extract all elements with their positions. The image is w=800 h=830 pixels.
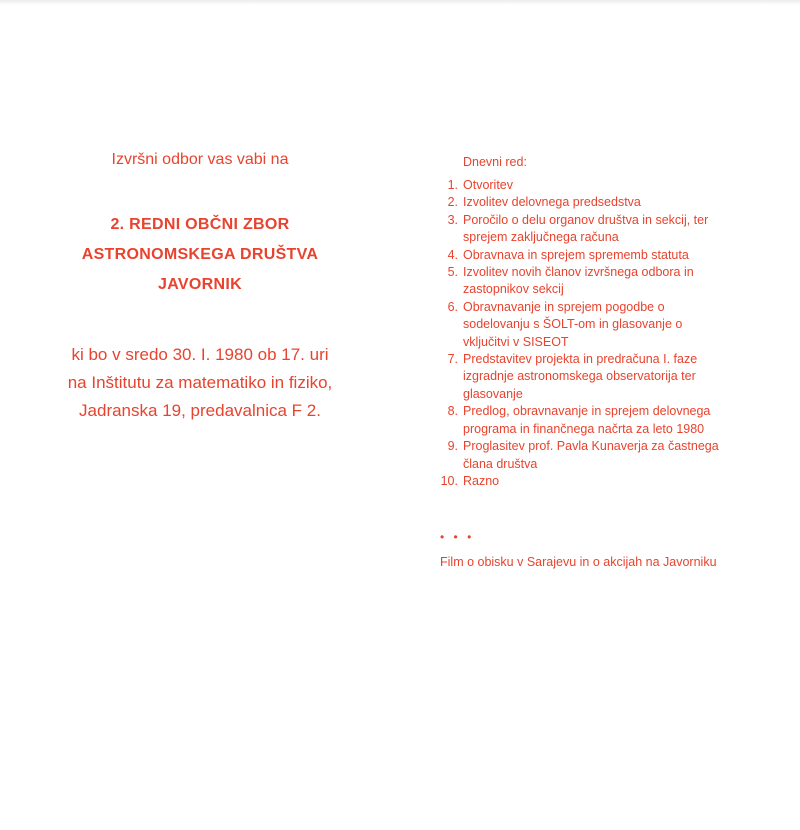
agenda-item-line: zastopnikov sekcij	[463, 282, 564, 297]
agenda-item-number: 9.	[447, 439, 458, 454]
agenda-item-text	[458, 473, 776, 490]
agenda-item-number: 4.	[447, 247, 458, 262]
agenda-item-line: glasovanje	[463, 386, 523, 401]
agenda-item-text	[458, 194, 776, 211]
agenda-item-line: sprejem zaključnega računa	[463, 230, 619, 245]
agenda-item-line: Izvolitev delovnega predsedstva	[463, 195, 641, 210]
agenda-item-text	[458, 212, 776, 247]
agenda-item-number: 7.	[447, 352, 458, 367]
agenda-item-number: 5.	[447, 265, 458, 280]
agenda-item-line: izgradnje astronomskega observatorija ter	[463, 369, 696, 384]
agenda-item-line: Obravnava in sprejem sprememb statuta	[463, 247, 689, 262]
meeting-details-line: ki bo v sredo 30. I. 1980 ob 17. uri	[71, 345, 329, 364]
agenda-item-number: 1.	[447, 178, 458, 192]
agenda-item	[436, 212, 776, 247]
agenda-item-line: programa in finančnega načrta za leto 1980	[463, 421, 705, 436]
agenda-list	[436, 177, 776, 490]
film-note: Film o obisku v Sarajevu in o akcijah na Javorniku	[440, 555, 717, 569]
agenda-item-line: Predstavitev projekta in predračuna I. faze	[463, 352, 698, 367]
agenda-item-line: Obravnavanje in sprejem pogodbe o	[463, 299, 665, 314]
meeting-title-line: ASTRONOMSKEGA DRUŠTVA	[81, 246, 319, 263]
agenda-item-line: člana društva	[463, 456, 538, 471]
agenda-item	[436, 177, 776, 194]
agenda-item-number: 8.	[447, 404, 458, 419]
agenda-item-line: Izvolitev novih članov izvršnega odbora in	[463, 265, 694, 280]
agenda-item	[436, 299, 776, 351]
agenda-item-line: vključitvi v SISEOT	[463, 334, 569, 349]
meeting-details	[0, 341, 400, 425]
agenda-item-text	[458, 299, 776, 351]
agenda-item-number: 10.	[440, 473, 458, 488]
agenda-item-line: Poročilo o delu organov društva in sekcij, ter	[463, 212, 709, 227]
agenda-item-text	[458, 403, 776, 438]
agenda-item-text	[458, 177, 776, 194]
agenda-item-number: 6.	[447, 299, 458, 314]
agenda-item	[436, 351, 776, 403]
page-top-edge	[0, 0, 800, 5]
agenda-item	[436, 247, 776, 264]
meeting-details-line: na Inštitutu za matematiko in fiziko,	[67, 373, 333, 392]
agenda-item	[436, 264, 776, 299]
agenda-item-text	[458, 438, 776, 473]
agenda-item-number: 2.	[447, 195, 458, 210]
agenda-item-line: Predlog, obravnavanje in sprejem delovnega	[463, 404, 711, 419]
agenda-item-text	[458, 264, 776, 299]
agenda-item	[436, 194, 776, 211]
agenda-item-line: Otvoritev	[463, 178, 514, 192]
invitation-intro: Izvršni odbor vas vabi na	[111, 151, 289, 168]
agenda-item	[436, 473, 776, 490]
meeting-details-line: Jadranska 19, predavalnica F 2.	[79, 401, 321, 420]
agenda-item-line: Proglasitev prof. Pavla Kunaverja za častnega	[463, 439, 719, 454]
agenda-item	[436, 403, 776, 438]
meeting-title	[0, 210, 400, 300]
agenda-item-line: sodelovanju s ŠOLT-om in glasovanje o	[463, 317, 683, 332]
invitation-block	[0, 140, 400, 425]
agenda-item-text	[458, 247, 776, 264]
agenda-item	[436, 438, 776, 473]
agenda-item-line: Razno	[463, 473, 500, 488]
meeting-title-line: JAVORNIK	[158, 276, 242, 293]
meeting-title-line: 2. REDNI OBČNI ZBOR	[110, 216, 290, 233]
agenda-item-text	[458, 351, 776, 403]
agenda-item-number: 3.	[447, 212, 458, 227]
agenda-heading: Dnevni red:	[463, 155, 527, 169]
separator-dots: • • •	[440, 530, 475, 544]
